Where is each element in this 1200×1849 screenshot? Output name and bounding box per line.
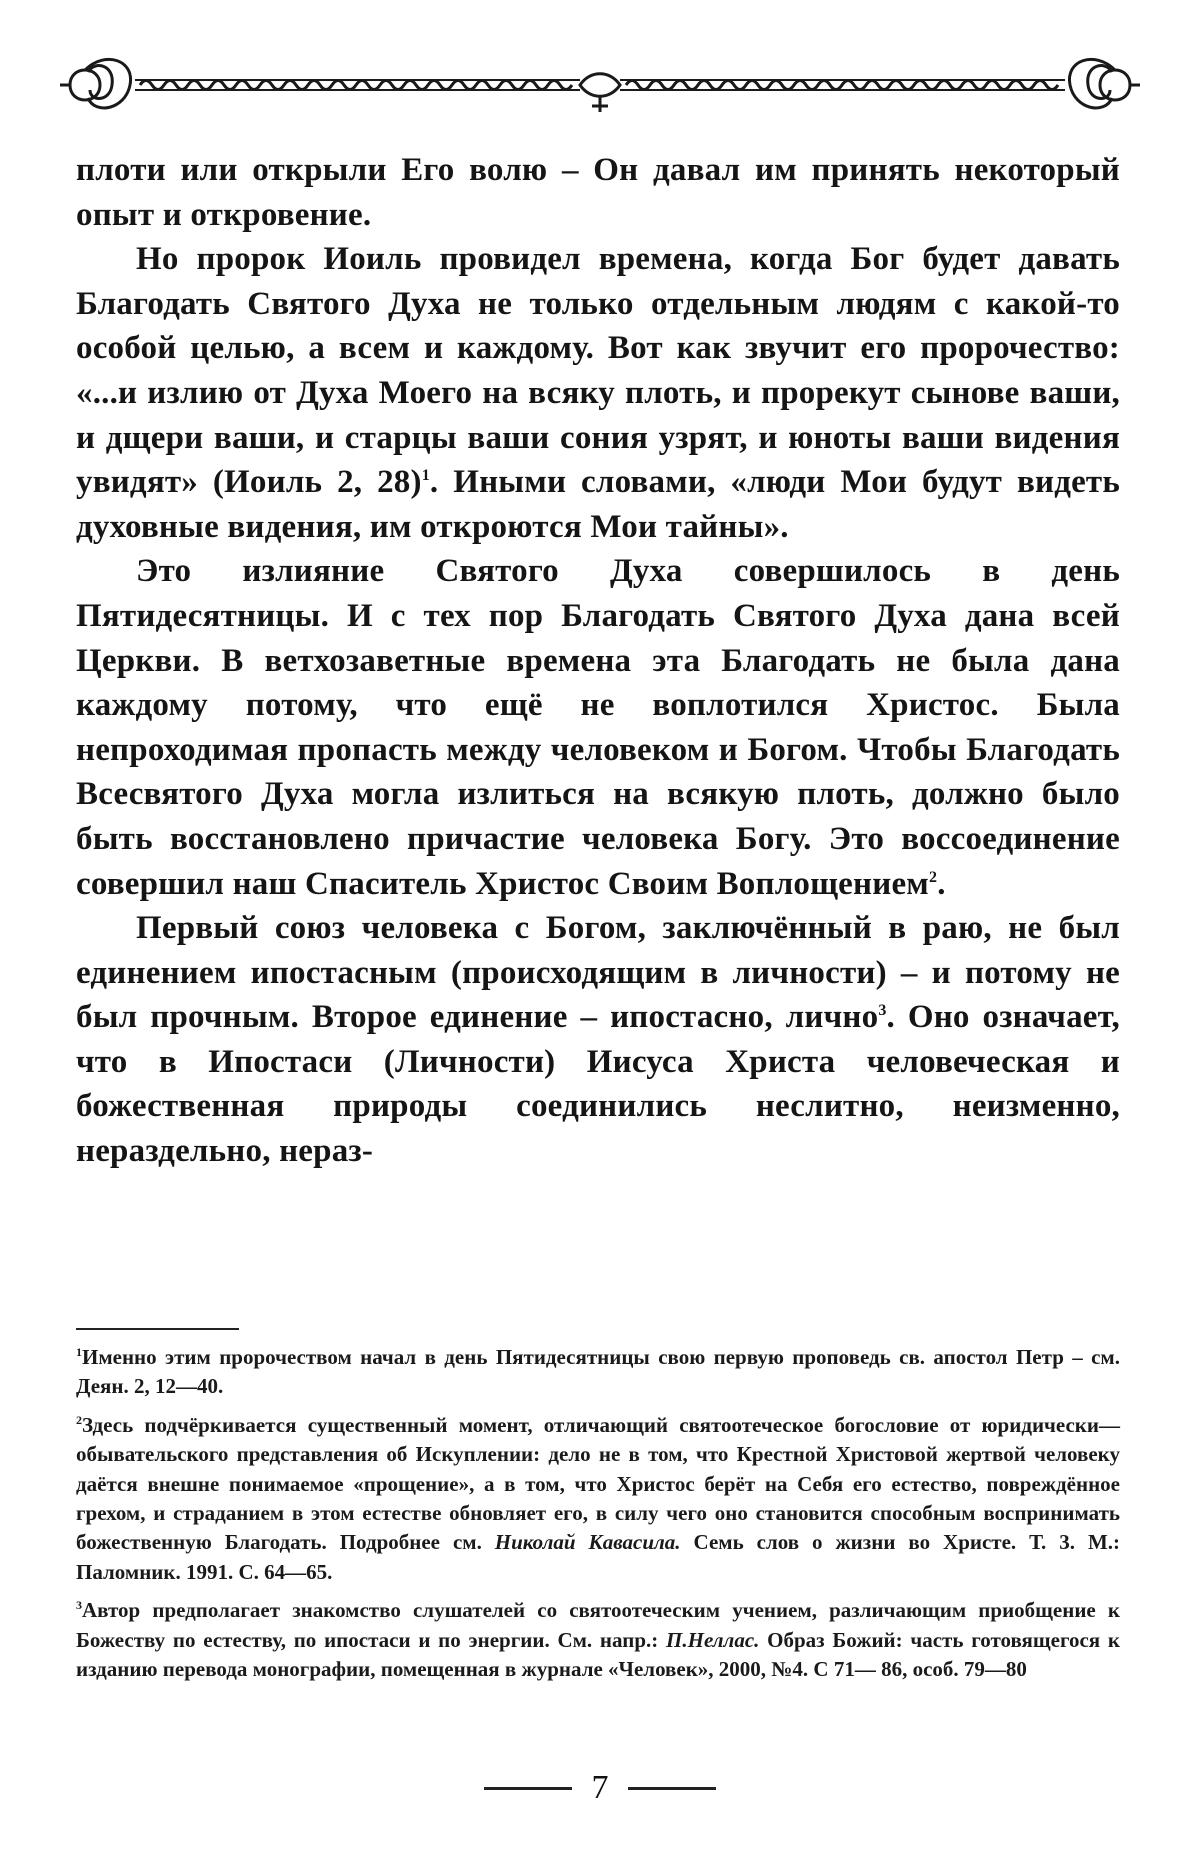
italic-text: П.Неллас.	[666, 1627, 760, 1652]
text-run: Это излияние Святого Духа совершилось в день Пятидесятницы. И с тех пор Благодать Святого Духа дана всей Церкви. В ветхозаветные времена эта Благодать не была дана каждому потому, что ещё не воплотился Христос. Была непроходимая пропасть между человеком и Богом. Чтобы Благодать Всесвятого Духа могла излиться на всякую плоть, должно было быть восстановлено причастие человека Богу. Это воссоединение совершил наш Спаситель Христос Своим Воплощением	[76, 553, 1120, 902]
text-run: Именно этим пророчеством начал в день Пятидесятницы свою первую проповедь св. апостол Петр – см. Деян. 2, 12—40.	[76, 1345, 1120, 1399]
footnote	[76, 1343, 1120, 1402]
text-run: Автор предполагает знакомство слушателей со святоотеческим учением, различающим приобщение к Божеству по естеству, по ипостаси и по энергии. См. напр.:	[76, 1598, 1120, 1652]
text-run: Семь слов о жизни во Христе. Т. 3. М.: Паломник. 1991. С. 64—65.	[76, 1530, 1121, 1584]
page-footer	[0, 1768, 1200, 1808]
body-text	[76, 148, 1120, 1174]
footnotes	[76, 1343, 1120, 1693]
footnote	[76, 1411, 1120, 1587]
header-ornament	[60, 40, 1140, 130]
text-run: . Оно означает, что в Ипостаси (Личности) Иисуса Христа человеческая и божественная природы соединились неслитно, неизменно, нераздельно, нераз-	[76, 999, 1121, 1170]
text-run: Образ Божий: часть готовящегося к изданию перевода монографии, помещенная в журнале «Человек», 2000, №4. С 71— 86, особ. 79—80	[76, 1627, 1121, 1682]
text-run: Первый союз человека с Богом, заключённый в раю, не был единением ипостасным (происходящим в личности) – и потому не был прочным. Второе единение – ипостасно, лично	[76, 910, 1120, 1036]
footnote-separator	[76, 1328, 239, 1330]
footnote-number: 2	[76, 1412, 82, 1427]
paragraph	[76, 549, 1120, 906]
paragraph	[76, 237, 1120, 549]
footnote-ref: 3	[878, 1002, 887, 1020]
footer-rule-left	[484, 1787, 572, 1790]
footer-rule-right	[628, 1787, 716, 1790]
page-number: 7	[591, 1769, 609, 1806]
italic-text: Николай Кавасила.	[494, 1530, 681, 1555]
text-run: Здесь подчёркивается существенный момент, отличающий святоотеческое богословие от юридически—обывательского представления об Искуплении: дело не в том, что Крестной Христовой жертвой человеку даётся внешне понимаемое «прощение», а в том, что Христос берёт на Себя его естество, повреждённое грехом, и страданием в этом естестве обновляет его, в силу чего оно становится способным воспринимать божественную Благодать. Подробнее см.	[76, 1412, 1120, 1555]
text-run: . Иными словами, «люди Мои будут видеть духовные видения, им откроются Мои тайны».	[76, 464, 1120, 545]
footnote-number: 3	[76, 1598, 82, 1613]
footnote	[76, 1596, 1120, 1684]
text-run: .	[937, 865, 946, 902]
footnote-ref: 2	[928, 868, 938, 886]
footnote-ref: 1	[421, 467, 430, 485]
paragraph	[76, 906, 1120, 1174]
paragraph	[76, 148, 1120, 237]
footnote-number: 1	[76, 1345, 82, 1359]
text-run: плоти или открыли Его волю – Он давал им принять некоторый опыт и откровение.	[76, 152, 1120, 233]
text-run: Но пророк Иоиль провидел времена, когда Бог будет давать Благодать Святого Духа не только отдельным людям с какой-то особой целью, а всем и каждому. Вот как звучит его пророчество: «...и излию от Духа Моего на всяку плоть, и прорекут сынове ваши, и дщери ваши, и старцы ваши сония узрят, и юноты ваши видения увидят» (Иоиль 2, 28)	[76, 241, 1120, 501]
